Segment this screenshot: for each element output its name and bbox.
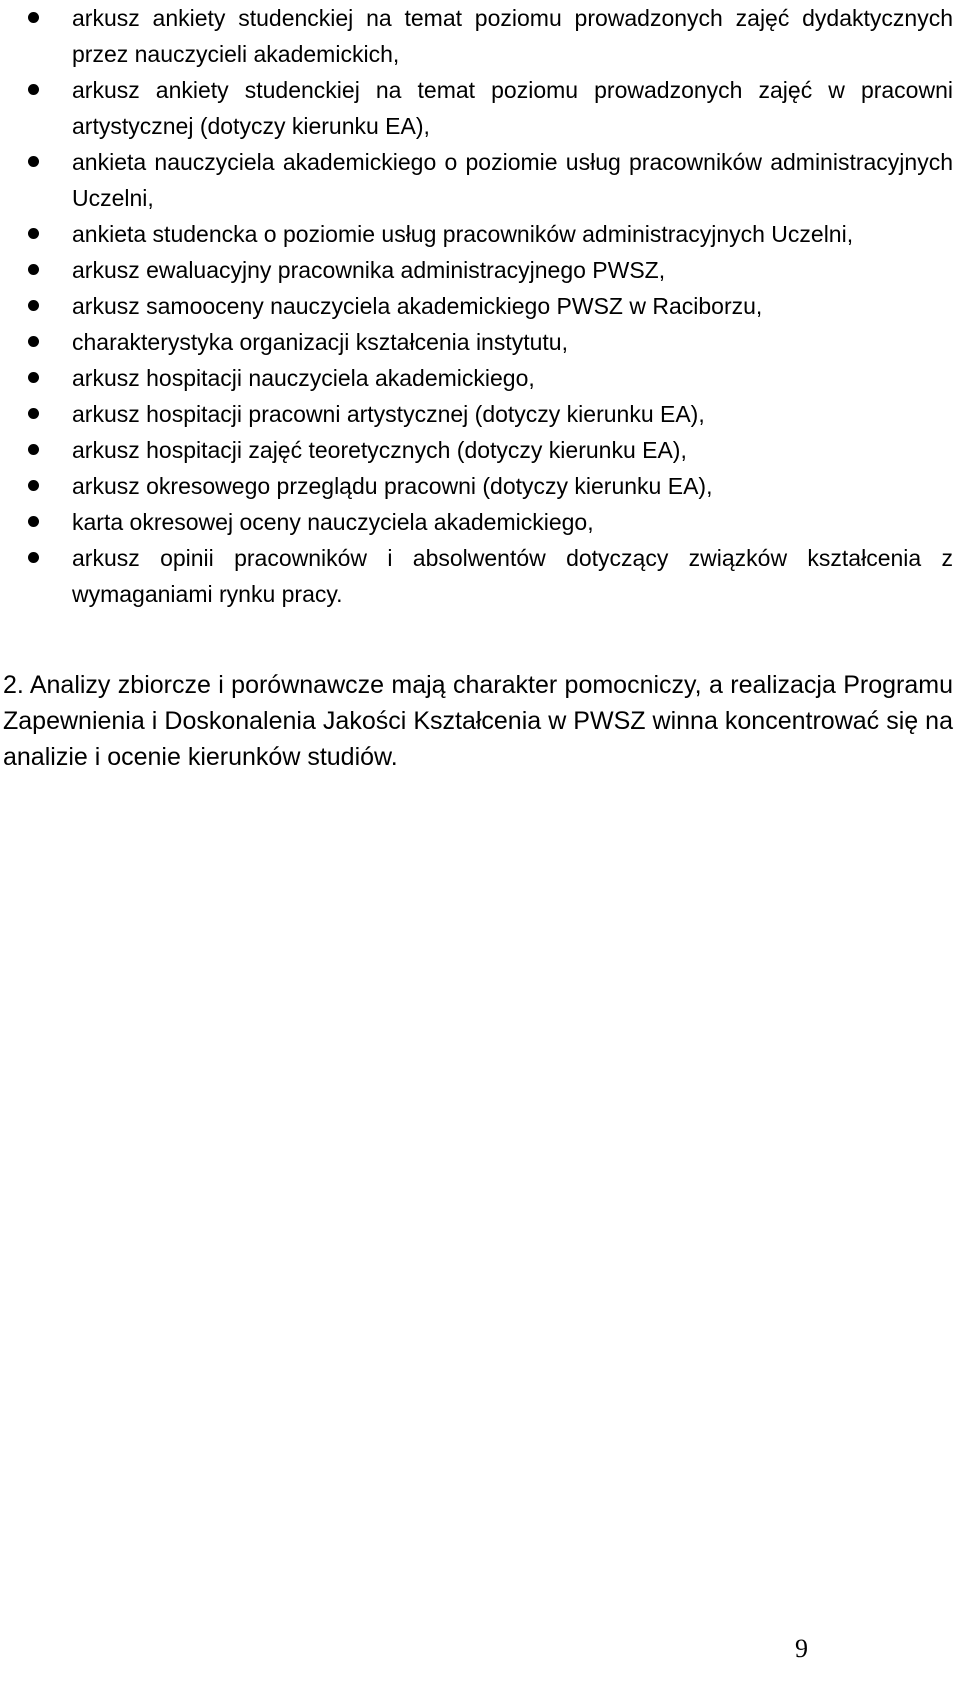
list-item-text: arkusz hospitacji nauczyciela akademickiego, (72, 365, 535, 391)
list-item (0, 468, 960, 504)
list-item-text: ankieta studencka o poziomie usług pracowników administracyjnych Uczelni, (72, 221, 854, 247)
bullet-list (0, 0, 960, 612)
list-item (0, 144, 960, 216)
bullet-icon (28, 12, 39, 23)
list-item-text: arkusz ankiety studenckiej na temat poziomu prowadzonych zajęć dydaktycznych przez nauczycieli akademickich, (72, 5, 953, 67)
bullet-icon (28, 372, 39, 383)
list-item-text: arkusz okresowego przeglądu pracowni (dotyczy kierunku EA), (72, 473, 713, 499)
list-item (0, 252, 960, 288)
list-item-text: arkusz opinii pracowników i absolwentów dotyczący związków kształcenia z wymaganiami rynku pracy. (72, 545, 953, 607)
bullet-icon (28, 264, 39, 275)
bullet-icon (28, 300, 39, 311)
list-item-text: arkusz hospitacji zajęć teoretycznych (dotyczy kierunku EA), (72, 437, 687, 463)
numbered-paragraph: 2. Analizy zbiorcze i porównawcze mają charakter pomocniczy, a realizacja Programu Zapewnienia i Doskonalenia Jakości Kształcenia w PWSZ winna koncentrować się na analizie i ocenie kierunków studiów. (3, 671, 953, 771)
list-item-text: arkusz ewaluacyjny pracownika administracyjnego PWSZ, (72, 257, 666, 283)
list-item-text: arkusz samooceny nauczyciela akademickiego PWSZ w Raciborzu, (72, 293, 763, 319)
list-item (0, 0, 960, 72)
list-item (0, 288, 960, 324)
list-item-text: arkusz hospitacji pracowni artystycznej (dotyczy kierunku EA), (72, 401, 705, 427)
bullet-icon (28, 552, 39, 563)
list-item (0, 504, 960, 540)
list-item-text: arkusz ankiety studenckiej na temat poziomu prowadzonych zajęć w pracowni artystycznej (dotyczy kierunku EA), (72, 77, 953, 139)
list-item-text: ankieta nauczyciela akademickiego o poziomie usług pracowników administracyjnych Uczelni, (72, 149, 953, 211)
list-item (0, 396, 960, 432)
list-item (0, 72, 960, 144)
list-item-text: charakterystyka organizacji kształcenia instytutu, (72, 329, 568, 355)
bullet-icon (28, 444, 39, 455)
bullet-icon (28, 228, 39, 239)
list-item (0, 216, 960, 252)
list-item (0, 360, 960, 396)
bullet-icon (28, 516, 39, 527)
page-number: 9 (795, 1634, 808, 1663)
list-item-text: karta okresowej oceny nauczyciela akademickiego, (72, 509, 594, 535)
list-item (0, 540, 960, 612)
list-item (0, 432, 960, 468)
bullet-icon (28, 156, 39, 167)
bullet-icon (28, 480, 39, 491)
bullet-icon (28, 336, 39, 347)
bullet-icon (28, 84, 39, 95)
list-item (0, 324, 960, 360)
bullet-icon (28, 408, 39, 419)
